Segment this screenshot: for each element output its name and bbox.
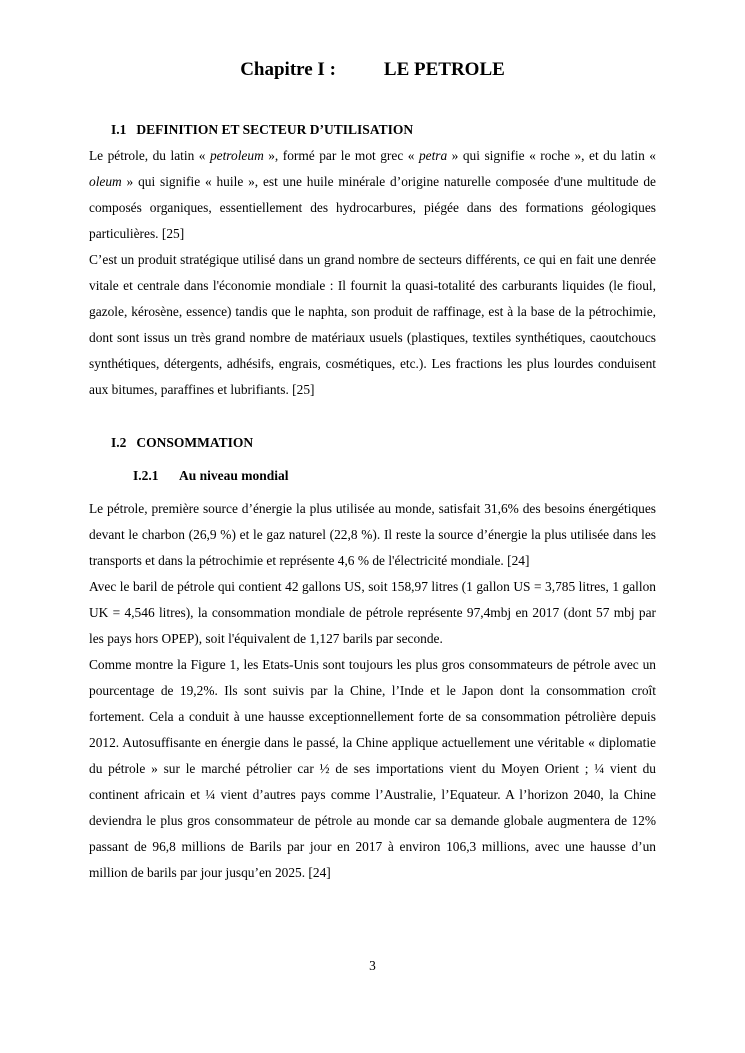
chapter-title <box>0 59 745 81</box>
subsection-number: I.2.1 <box>133 468 159 483</box>
page-number: 3 <box>369 958 376 973</box>
chapter-name: LE PETROLE <box>383 59 505 80</box>
paragraph: Avec le baril de pétrole qui contient 42 gallons US, soit 158,97 litres (1 gallon US = 3,785 litres, 1 gallon UK = 4,546 litres), la consommation mondiale de pétrole représente 97,4mbj en 2017 (dont 57 mbj par les pays hors OPEP), soit l'équivalent de 1,127 barils par seconde. <box>89 579 656 646</box>
section-2-body <box>89 496 656 886</box>
section-heading-1 <box>111 122 413 138</box>
section-title: DEFINITION ET SECTEUR D’UTILISATION <box>136 122 414 137</box>
paragraph: Comme montre la Figure 1, les Etats-Unis sont toujours les plus gros consommateurs de pétrole avec un pourcentage de 19,2%. Ils sont suivis par la Chine, l’Inde et le Japon dont la consommation croît fortement. Cela a conduit à une hausse exceptionnellement forte de sa consommation pétrolière depuis 2012. Autosuffisante en énergie dans le passé, la Chine applique actuellement une véritable « diplomatie du pétrole » sur le marché pétrolier car ½ de ses importations vient du Moyen Orient ; ¼ vient du continent africain et ¼ vient d’autres pays comme l’Australie, l’Equateur. A l’horizon 2040, la Chine deviendra le plus gros consommateur de pétrole au monde car sa demande globale augmentera de 12% passant de 96,8 millions de Barils par jour en 2017 à environ 106,3 millions, avec une hausse d’un million de barils par jour jusqu’en 2025. [24] <box>89 657 656 880</box>
paragraph: C’est un produit stratégique utilisé dans un grand nombre de secteurs différents, ce qui en fait une denrée vitale et centrale dans l'économie mondiale : Il fournit la quasi-totalité des carburants liquides (le fioul, gazole, kérosène, essence) tandis que le naphta, son produit de raffinage, est à la base de la pétrochimie, dont sont issus un très grand nombre de matériaux usuels (plastiques, textiles synthétiques, caoutchoucs synthétiques, détergents, adhésifs, engrais, cosmétiques, etc.). Les fractions les plus lourdes conduisent aux bitumes, paraffines et lubrifiants. [25] <box>89 252 656 397</box>
paragraph: Le pétrole, du latin « petroleum », formé par le mot grec « petra » qui signifie « roche », et du latin « oleum » qui signifie « huile », est une huile minérale d’origine naturelle composée d'une multitude de composés organiques, essentiellement des hydrocarbures, piégée dans des formations géologiques particulières. [25] <box>89 148 656 241</box>
section-heading-2 <box>111 435 253 451</box>
chapter-number: Chapitre I : <box>240 59 336 80</box>
section-1-body <box>89 143 656 403</box>
section-title: CONSOMMATION <box>136 435 254 450</box>
subsection-title: Au niveau mondial <box>179 468 289 483</box>
section-number: I.2 <box>111 435 127 450</box>
section-number: I.1 <box>111 122 127 137</box>
paragraph: Le pétrole, première source d’énergie la plus utilisée au monde, satisfait 31,6% des besoins énergétiques devant le charbon (26,9 %) et le gaz naturel (22,8 %). Il reste la source d’énergie la plus utilisée dans les transports et dans la pétrochimie et représente 4,6 % de l'électricité mondiale. [24] <box>89 501 656 568</box>
subsection-heading <box>133 468 289 484</box>
